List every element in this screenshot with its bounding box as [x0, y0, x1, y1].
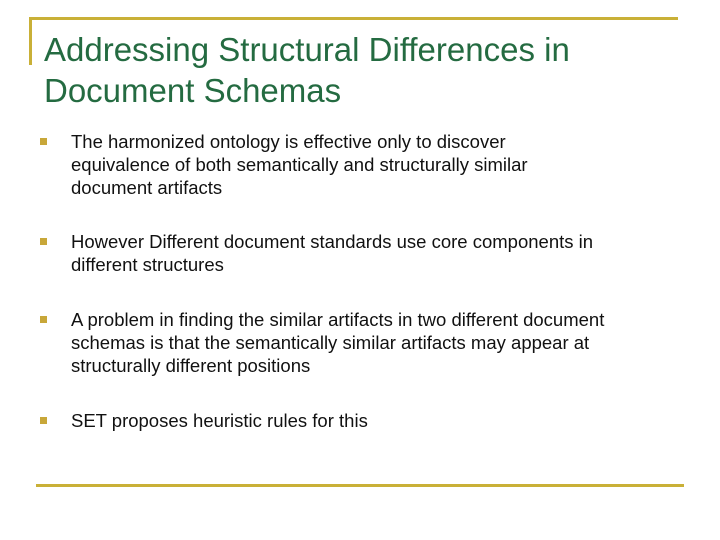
square-bullet-icon [40, 316, 47, 323]
square-bullet-icon [40, 417, 47, 424]
bullet-text: A problem in finding the similar artifacts in two different document schemas is that the semantically similar artifacts may appear at structurally different positions [71, 309, 605, 376]
square-bullet-icon [40, 238, 47, 245]
bullet-text: However Different document standards use core components in different structures [71, 231, 594, 275]
square-bullet-icon [40, 138, 47, 145]
bullet-text: The harmonized ontology is effective only to discover equivalence of both semantically and structurally similar document artifacts [71, 131, 528, 198]
bullet-text: SET proposes heuristic rules for this [71, 410, 368, 431]
slide-title: Addressing Structural Differences in Document Schemas [44, 31, 570, 109]
bottom-accent-rule [36, 484, 684, 487]
